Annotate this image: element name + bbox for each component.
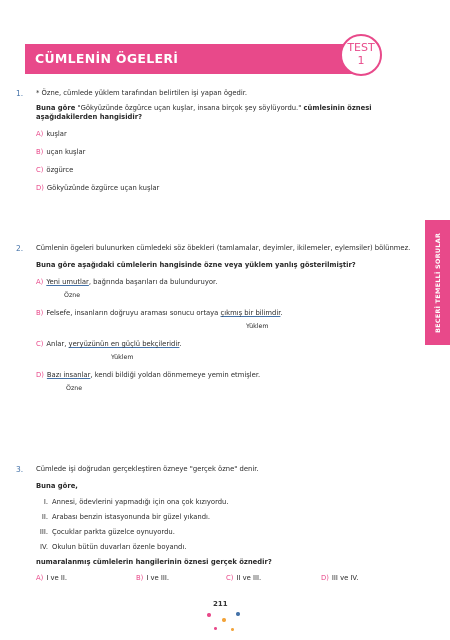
page-number: 211 — [213, 600, 228, 608]
question-number: 2. — [16, 244, 24, 253]
element-label: Yüklem — [111, 354, 134, 361]
element-label: Özne — [66, 385, 83, 392]
option-letter: A) — [36, 574, 44, 582]
element-label: Yüklem — [246, 323, 269, 330]
question-1 — [16, 89, 416, 202]
option-letter: C) — [226, 574, 234, 582]
option-c[interactable] — [36, 340, 416, 362]
option-letter: C) — [36, 340, 44, 348]
option-letter: D) — [36, 184, 44, 192]
section-title: CÜMLENİN ÖGELERİ — [35, 51, 179, 66]
question-number: 1. — [16, 89, 24, 98]
option-text: özgürce — [46, 166, 74, 174]
option-text: Felsefe, insanların doğruyu araması sonucu ortaya — [46, 309, 221, 317]
question-prompt — [36, 104, 416, 122]
statement-3 — [36, 528, 416, 537]
statement-numeral: I. — [43, 498, 48, 506]
question-prompt: numaralanmış cümlelerin hangilerinin öznesi gerçek öznedir? — [36, 558, 272, 566]
question-lead: Buna göre, — [36, 482, 78, 490]
decor-dot — [236, 612, 240, 616]
side-tab — [425, 220, 450, 345]
decor-dot — [214, 627, 217, 630]
question-3 — [16, 465, 416, 584]
option-c[interactable] — [36, 166, 416, 175]
option-a[interactable] — [36, 130, 416, 139]
test-number: 1 — [357, 54, 365, 67]
option-b[interactable] — [136, 574, 169, 583]
option-letter: D) — [36, 371, 44, 379]
option-text: Anlar, — [46, 340, 69, 348]
option-a[interactable] — [36, 278, 416, 300]
statement-numeral: IV. — [40, 543, 48, 551]
decor-dot — [207, 613, 211, 617]
option-letter: A) — [36, 278, 44, 286]
option-text: , kendi bildiği yoldan dönmemeye yemin etmişler. — [90, 371, 261, 379]
option-letter: A) — [36, 130, 44, 138]
question-2 — [16, 244, 416, 402]
option-d[interactable] — [36, 371, 416, 393]
underlined-phrase: çıkmış bir bilimdir — [220, 309, 281, 317]
question-intro: * Özne, cümlede yüklem tarafından belirtilen işi yapan ögedir. — [36, 89, 248, 97]
option-letter: D) — [321, 574, 329, 582]
statement-text: Annesi, ödevlerini yapmadığı için ona çok kızıyordu. — [52, 498, 229, 506]
option-text: , bağrında başarıları da bulunduruyor. — [88, 278, 218, 286]
option-letter: B) — [36, 148, 44, 156]
statement-numeral: III. — [39, 528, 48, 536]
side-tab-label: BECERİ TEMELLİ SORULAR — [433, 232, 442, 333]
answer-options — [36, 574, 416, 584]
option-d[interactable] — [321, 574, 358, 583]
question-prompt: Buna göre aşağıdaki cümlelerin hangisinde özne veya yüklem yanlış gösterilmiştir? — [36, 261, 356, 269]
option-text: . — [280, 309, 283, 317]
option-text: uçan kuşlar — [46, 148, 86, 156]
option-text: I ve II. — [46, 574, 68, 582]
element-label: Özne — [64, 292, 81, 299]
question-intro: Cümlenin ögeleri bulunurken cümledeki söz öbekleri (tamlamalar, deyimler, ikilemeler, eylemsiler) bölünmez. — [36, 244, 411, 252]
underlined-phrase: yeryüzünün en güçlü bekçileridir — [68, 340, 180, 348]
option-text: . — [179, 340, 182, 348]
decor-dot — [222, 618, 226, 622]
option-letter: B) — [136, 574, 144, 582]
statement-text: Okulun bütün duvarları özenle boyandı. — [52, 543, 187, 551]
option-letter: B) — [36, 309, 44, 317]
section-header — [25, 44, 365, 74]
underlined-phrase: Yeni umutlar — [46, 278, 89, 286]
prompt-lead: Buna göre — [36, 104, 76, 112]
statement-2 — [36, 513, 416, 522]
statement-text: Arabası benzin istasyonunda bir güzel yıkandı. — [52, 513, 211, 521]
decor-dot — [231, 628, 234, 631]
statement-text: Çocuklar parkta güzelce oynuyordu. — [52, 528, 175, 536]
option-d[interactable] — [36, 184, 416, 193]
statement-4 — [36, 543, 416, 552]
test-badge — [340, 34, 382, 76]
option-c[interactable] — [226, 574, 261, 583]
option-text: II ve III. — [236, 574, 262, 582]
statement-numeral: II. — [41, 513, 48, 521]
statement-1 — [36, 498, 416, 507]
prompt-quote: "Gökyüzünde özgürce uçan kuşlar, insana birçok şey söylüyordu." — [75, 104, 304, 112]
underlined-phrase: Bazı insanlar — [46, 371, 91, 379]
question-intro: Cümlede işi doğrudan gerçekleştiren özneye "gerçek özne" denir. — [36, 465, 259, 473]
option-letter: C) — [36, 166, 44, 174]
option-text: Gökyüzünde özgürce uçan kuşlar — [46, 184, 160, 192]
question-number: 3. — [16, 465, 24, 474]
prompt-tail: cümlesinin öznesi aşağıdakilerden hangisidir? — [36, 104, 372, 121]
option-text: kuşlar — [46, 130, 67, 138]
option-b[interactable] — [36, 309, 416, 331]
option-a[interactable] — [36, 574, 67, 583]
option-b[interactable] — [36, 148, 416, 157]
option-text: III ve IV. — [331, 574, 359, 582]
option-text: I ve III. — [146, 574, 170, 582]
test-label: TEST — [347, 41, 375, 54]
